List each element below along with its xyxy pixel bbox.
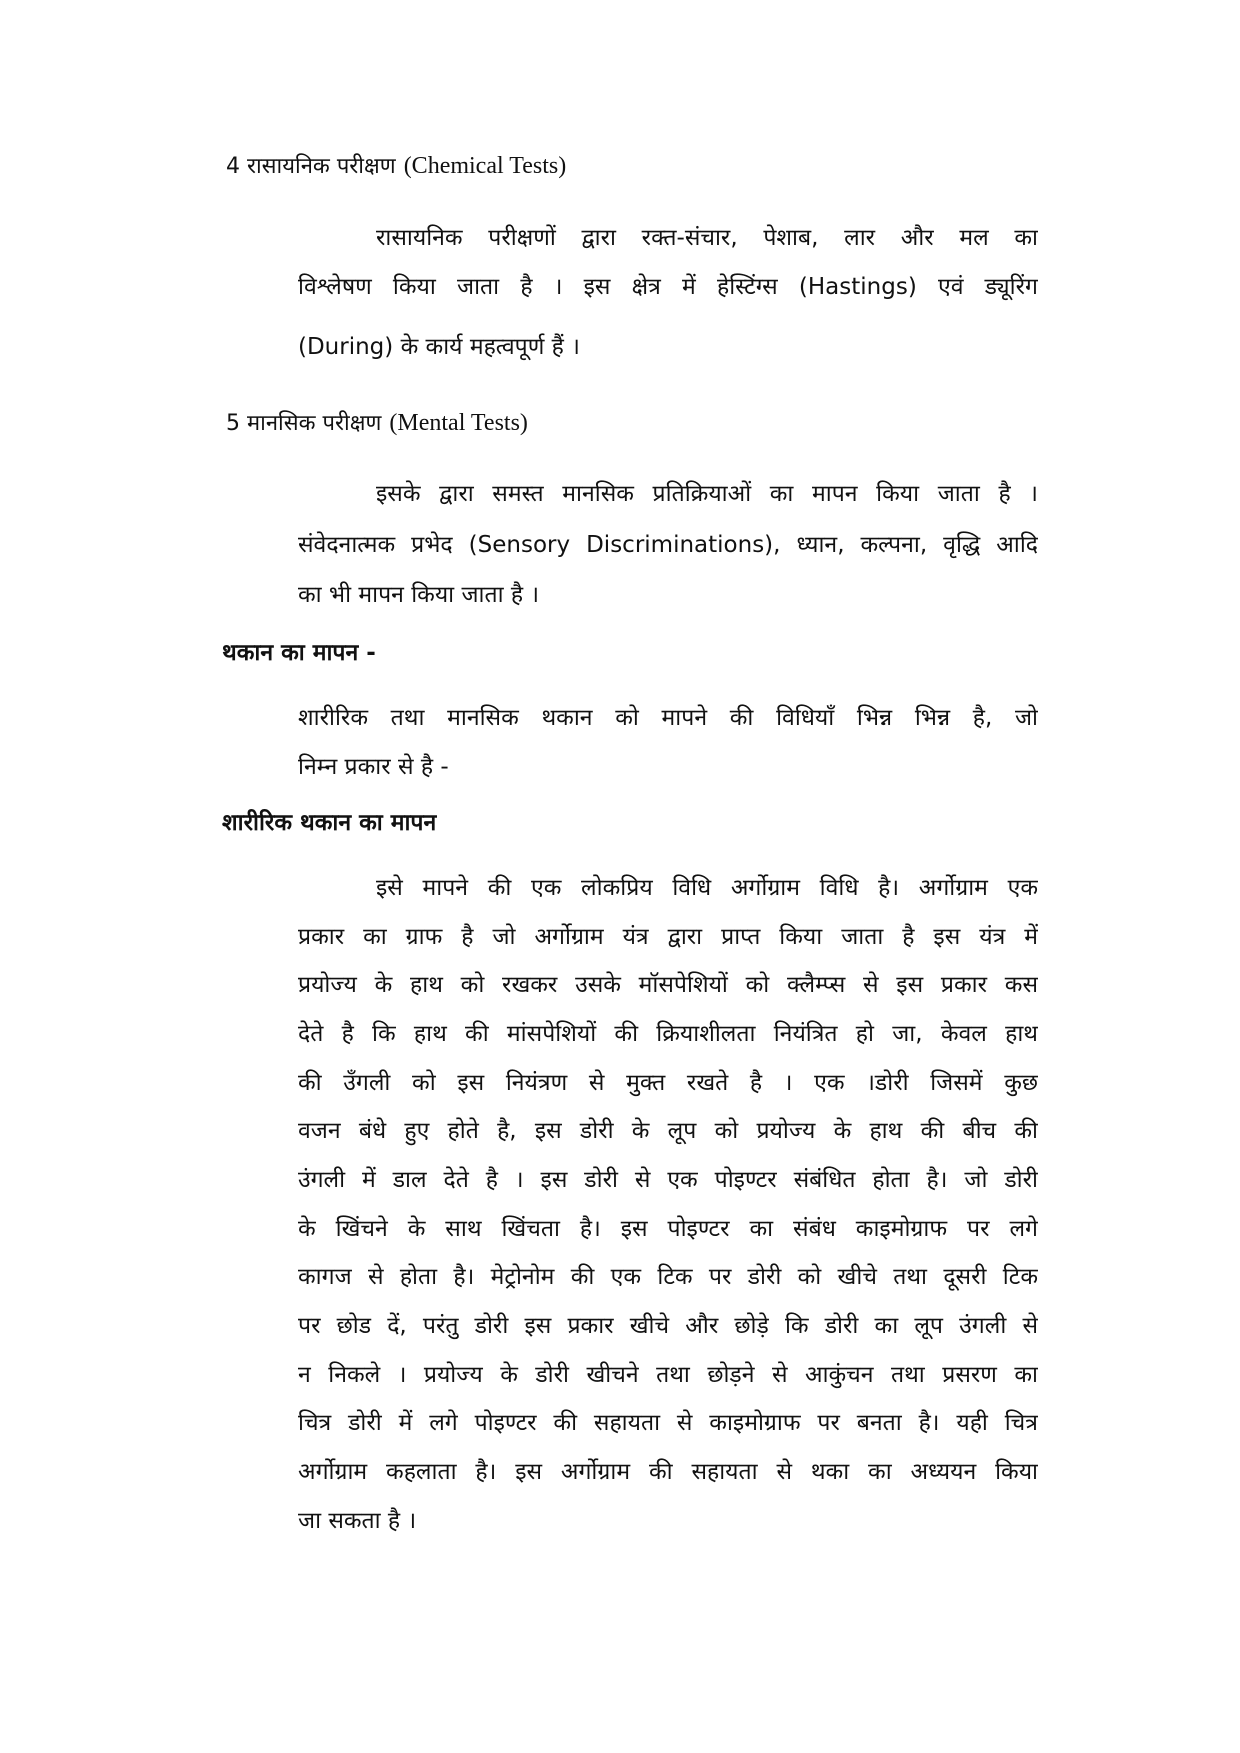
section-5-heading-hi: 5 मानसिक परीक्षण — [226, 411, 382, 436]
paragraph-line: कागज से होता है। मेट्रोनोम की एक टिक पर डोरी को खीचे तथा दूसरी टिक — [298, 1264, 1038, 1290]
paragraph-line: प्रयोज्य के हाथ को रखकर उसके मॉसपेशियों को क्लैम्प्स से इस प्रकार कस — [298, 972, 1038, 998]
paragraph-line: रासायनिक परीक्षणों द्वारा रक्त-संचार, पेशाब, लार और मल का — [376, 225, 1038, 251]
paragraph-line: का भी मापन किया जाता है । — [298, 582, 540, 608]
paragraph-line: के खिंचने के साथ खिंचता है। इस पोइण्टर का संबंध काइमोग्राफ पर लगे — [298, 1216, 1038, 1242]
paragraph-line: की उँगली को इस नियंत्रण से मुक्त रखते है । एक ।डोरी जिसमें कुछ — [298, 1070, 1038, 1096]
paragraph-line: वजन बंधे हुए होते है, इस डोरी के लूप को प्रयोज्य के हाथ की बीच की — [298, 1118, 1038, 1144]
paragraph-line: देते है कि हाथ की मांसपेशियों की क्रियाशीलता नियंत्रित हो जा, केवल हाथ — [298, 1021, 1038, 1047]
section-5-heading-en: (Mental Tests) — [389, 410, 528, 436]
paragraph-line: निम्न प्रकार से है - — [298, 754, 449, 780]
paragraph-line: इसके द्वारा समस्त मानसिक प्रतिक्रियाओं का मापन किया जाता है । — [376, 481, 1038, 507]
section-4-heading-en: (Chemical Tests) — [403, 153, 567, 179]
physical-fatigue-heading: शारीरिक थकान का मापन — [222, 810, 437, 836]
fatigue-heading: थकान का मापन - — [222, 640, 376, 666]
section-4-heading — [226, 151, 566, 182]
section-4-heading-hi: 4 रासायनिक परीक्षण — [226, 154, 396, 179]
paragraph-line: जा सकता है । — [298, 1508, 417, 1534]
paragraph-line: न निकले । प्रयोज्य के डोरी खीचने तथा छोड़ने से आकुंचन तथा प्रसरण का — [298, 1362, 1038, 1388]
paragraph-line: इसे मापने की एक लोकप्रिय विधि अर्गोग्राम विधि है। अर्गोग्राम एक — [376, 875, 1038, 901]
section-5-heading — [226, 408, 528, 439]
paragraph-line: चित्र डोरी में लगे पोइण्टर की सहायता से काइमोग्राफ पर बनता है। यही चित्र — [298, 1410, 1038, 1436]
paragraph-line: अर्गोग्राम कहलाता है। इस अर्गोग्राम की सहायता से थका का अध्ययन किया — [298, 1459, 1038, 1485]
paragraph-line: संवेदनात्मक प्रभेद (Sensory Discriminations), ध्यान, कल्पना, वृद्धि आदि — [298, 532, 1038, 558]
paragraph-line: प्रकार का ग्राफ है जो अर्गोग्राम यंत्र द्वारा प्राप्त किया जाता है इस यंत्र में — [298, 924, 1038, 950]
paragraph-line: (During) के कार्य महत्वपूर्ण हैं । — [298, 334, 580, 360]
paragraph-line: उंगली में डाल देते है । इस डोरी से एक पोइण्टर संबंधित होता है। जो डोरी — [298, 1167, 1038, 1193]
paragraph-line: शारीरिक तथा मानसिक थकान को मापने की विधियाँ भिन्न भिन्न है, जो — [298, 705, 1038, 731]
paragraph-line: पर छोड दें, परंतु डोरी इस प्रकार खीचे और छोड़े कि डोरी का लूप उंगली से — [298, 1313, 1038, 1339]
paragraph-line: विश्लेषण किया जाता है । इस क्षेत्र में हेस्टिंग्स (Hastings) एवं ड्यूरिंग — [298, 274, 1038, 300]
